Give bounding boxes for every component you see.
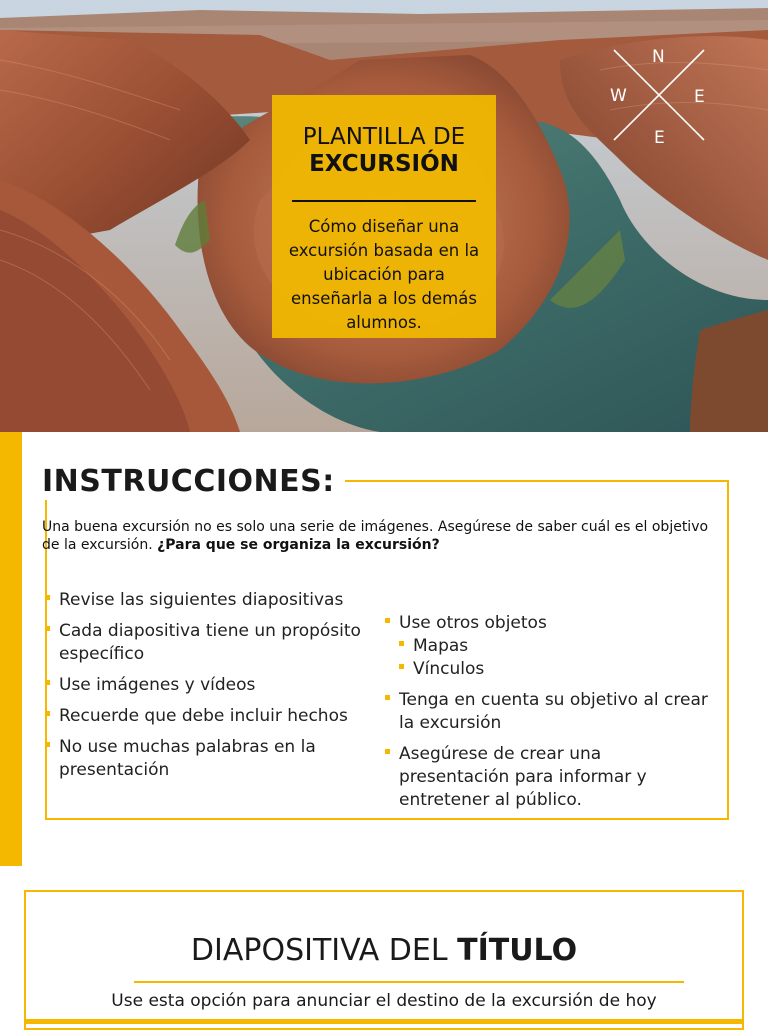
accent-bar [0,432,22,866]
title-slide [0,866,768,1024]
sub-list-item [383,658,713,681]
bullet-icon [385,749,390,754]
bullet-icon [45,626,50,631]
intro-question: ¿Para que se organiza la excursión? [157,537,440,553]
compass-west: W [610,86,627,106]
list-item-text: Asegúrese de crear una presentación para informar y entretener al público. [399,744,647,810]
bottom-accent-strip [24,1019,744,1024]
intro-text: Una buena excursión no es solo una serie de imágenes. Asegúrese de saber cuál es el objetivo de la excursión. [42,519,709,553]
title-slide-heading [26,932,742,970]
list-item-text: Revise las siguientes diapositivas [59,590,344,610]
list-item [43,736,363,782]
list-item [43,589,363,612]
bullet-icon [45,711,50,716]
instructions-frame-top [345,480,729,482]
compass-rose-icon [600,38,720,148]
cover-subtitle: Cómo diseñar una excursión basada en la ubicación para enseñarla a los demás alumnos. [288,217,480,332]
title-slide-frame [24,890,744,1030]
bullet-icon [385,618,390,623]
compass-east: E [694,87,705,107]
cover-title-box [272,95,496,338]
bullet-icon [45,680,50,685]
cover-title-line1: PLANTILLA DE [302,124,466,150]
list-item [43,674,363,697]
title-slide-heading-regular: DIAPOSITIVA DEL [190,933,458,968]
list-item [383,743,713,812]
cover-title-divider [292,200,476,202]
instructions-heading: INSTRUCCIONES: [42,464,339,500]
bullet-icon [45,742,50,747]
list-item [383,612,713,635]
title-slide-subtitle: Use esta opción para anunciar el destino de la excursión de hoy [111,991,657,1011]
bullet-icon [399,641,404,646]
list-item [383,689,713,735]
list-item-text: Mapas [413,636,469,656]
cover-title-line2: EXCURSIÓN [309,151,459,177]
bullet-icon [385,695,390,700]
compass-south: E [654,128,665,148]
list-item-text: Recuerde que debe incluir hechos [59,706,348,726]
instructions-slide [0,432,768,866]
list-item [43,705,363,728]
instructions-list-right [383,612,713,820]
list-item-text: Vínculos [413,659,485,679]
list-item-text: Cada diapositiva tiene un propósito específico [59,621,361,664]
instructions-intro [42,518,722,554]
list-item-text: No use muchas palabras en la presentación [59,737,316,780]
bullet-icon [399,664,404,669]
list-item [43,620,363,666]
sub-list-item [383,635,713,658]
cover-slide [0,0,768,432]
list-item-text: Tenga en cuenta su objetivo al crear la excursión [399,690,708,733]
compass-north: N [652,47,665,67]
title-slide-heading-bold: TÍTULO [457,933,578,968]
list-item-text: Use otros objetos [399,613,547,633]
bullet-icon [45,595,50,600]
instructions-list-left [43,589,363,825]
title-slide-divider [134,981,684,983]
list-item-text: Use imágenes y vídeos [59,675,256,695]
